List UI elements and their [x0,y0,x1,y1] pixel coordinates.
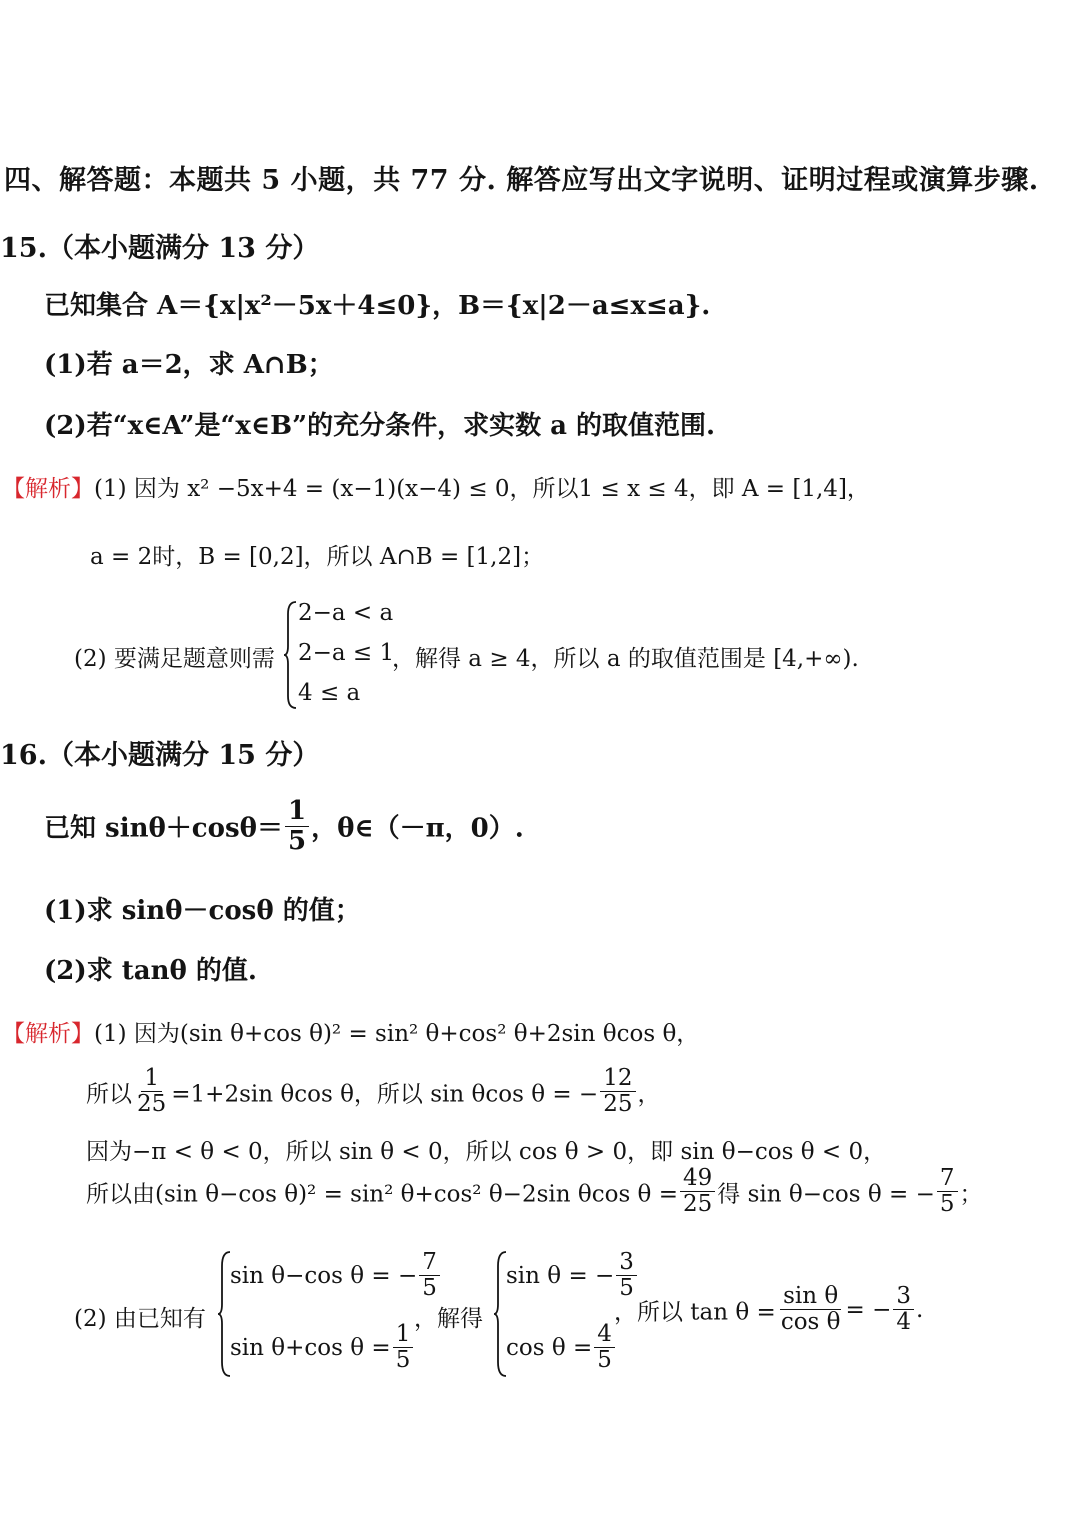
q15-given: 已知集合 A＝{x|x²－5x＋4≤0}，B＝{x|2－a≤x≤a}. [44,291,711,321]
text: . [916,1296,924,1323]
q16-given-prefix: 已知 sinθ＋cosθ＝ [44,813,283,844]
q15-solution-line2: a = 2时，B = [0,2]，所以 A∩B = [1,2]； [90,544,545,570]
q16-given [44,797,524,855]
q16-solution-line4 [86,1166,983,1218]
q16-solution-part2-prefix: (2) 由已知有 [74,1306,206,1332]
fraction-denominator: 5 [619,1275,634,1302]
q16-part1: (1)求 sinθ－cosθ 的值； [44,896,361,926]
section-title: 四、解答题：本题共 5 小题，共 77 分. 解答应写出文字说明、证明过程或演算步骤. [4,165,1039,196]
text: sin θ+cos θ = [230,1334,391,1361]
fraction-denominator: 25 [603,1091,633,1118]
fraction-denominator: 5 [939,1191,955,1218]
fraction-numerator: sin θ [780,1284,841,1310]
q16-system2-row2 [506,1322,617,1374]
text: ； [959,1181,983,1208]
fraction-denominator: 5 [422,1275,437,1302]
q15-solution-part2-suffix: ，解得 a ≥ 4，所以 a 的取值范围是 [4,+∞). [392,646,859,672]
text: = − [845,1296,892,1323]
fraction-numerator: 3 [893,1284,914,1310]
fraction-denominator: 5 [395,1347,411,1374]
q15-system-row2: 2−a ≤ 1 [298,640,395,666]
fraction-denominator: 25 [137,1091,167,1118]
solution-tag: 【解析】 [2,476,94,502]
fraction-denominator: cos θ [780,1309,841,1336]
q16-solution-mid: ，解得 [414,1306,483,1332]
text: sin θ = − [506,1262,615,1289]
text: cos θ = [506,1334,593,1361]
fraction-numerator: 3 [616,1250,637,1276]
fraction [893,1284,914,1336]
fraction [134,1066,169,1118]
q16-header: 16.（本小题满分 15 分） [0,740,320,771]
text: =1+2sin θcos θ，所以 sin θcos θ = − [171,1081,599,1108]
q15-part2: (2)若“x∈A”是“x∈B”的充分条件，求实数 a 的取值范围. [44,411,716,441]
q15-system-row1: 2−a < a [298,600,394,626]
fraction-numerator: 49 [680,1166,715,1192]
fraction [600,1066,635,1118]
fraction-numerator: 7 [937,1166,958,1192]
text: 所以由(sin θ−cos θ)² = sin² θ+cos² θ−2sin θcos θ = [86,1181,678,1208]
fraction-denominator: 25 [683,1191,713,1218]
left-brace-icon [284,600,298,710]
fraction [778,1284,844,1336]
q16-solution-line1 [2,1015,699,1048]
fraction [937,1166,958,1218]
q15-part1: (1)若 a＝2，求 A∩B； [44,350,334,380]
text: 所以 [86,1081,132,1108]
fraction-numerator: 12 [600,1066,635,1092]
fraction-numerator: 1 [141,1066,162,1092]
solution-tag: 【解析】 [2,1021,94,1047]
fraction-denominator: 5 [287,825,307,856]
text: ， [637,1081,661,1108]
fraction [419,1250,440,1302]
q16-sol-line1-text: (1) 因为(sin θ+cos θ)² = sin² θ+cos² θ+2sin θcos θ， [94,1021,700,1047]
fraction-numerator: 7 [419,1250,440,1276]
text: ，所以 tan θ = [614,1299,776,1326]
fraction-denominator: 4 [896,1309,912,1336]
q16-solution-final [614,1284,923,1336]
fraction [680,1166,715,1218]
text: sin θ−cos θ = − [230,1262,418,1289]
q16-given-suffix: ，θ∈（－π，0）. [311,813,524,844]
text: 得 sin θ−cos θ = − [717,1181,935,1208]
q15-header: 15.（本小题满分 13 分） [0,233,320,264]
fraction [594,1322,615,1374]
fraction-denominator: 5 [597,1347,612,1374]
q15-solution-line1 [2,470,870,503]
q15-solution-part2-prefix: (2) 要满足题意则需 [74,646,275,672]
q16-solution-line3: 因为−π < θ < 0，所以 sin θ < 0，所以 cos θ > 0，即 sin θ−cos θ < 0， [86,1139,887,1165]
fraction-numerator: 1 [285,797,309,827]
q16-system1-row2 [230,1322,415,1374]
q15-system-row3: 4 ≤ a [298,680,361,706]
q15-sol-line1-text: (1) 因为 x² −5x+4 = (x−1)(x−4) ≤ 0，所以1 ≤ x ≤ 4，即 A = [1,4]， [94,476,870,502]
q16-solution-line2 [86,1066,661,1118]
fraction [285,797,309,855]
q16-part2: (2)求 tanθ 的值. [44,956,257,986]
fraction-numerator: 1 [393,1322,414,1348]
fraction-numerator: 4 [594,1322,615,1348]
q16-system1-row1 [230,1250,442,1302]
fraction [393,1322,414,1374]
